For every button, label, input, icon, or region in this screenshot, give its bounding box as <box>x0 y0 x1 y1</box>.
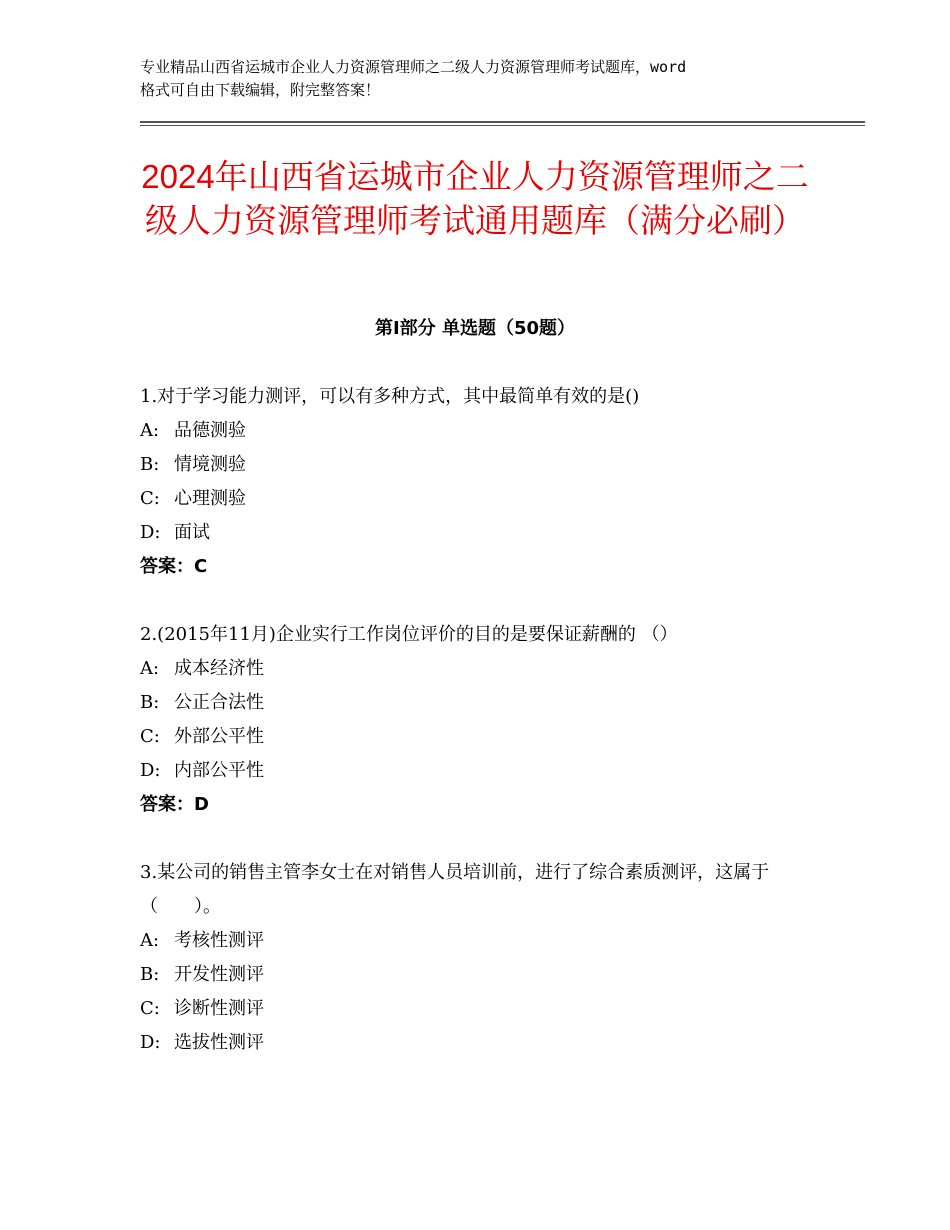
option-text: 内部公平性 <box>174 760 264 781</box>
option-b <box>140 448 830 482</box>
option-c <box>140 992 830 1026</box>
option-text: 开发性测评 <box>174 964 264 985</box>
option-b <box>140 958 830 992</box>
option-d <box>140 516 830 550</box>
option-text: 公正合法性 <box>174 692 264 713</box>
option-letter: A: <box>140 420 160 441</box>
answer: 答案：D <box>140 794 209 815</box>
option-text: 面试 <box>174 522 210 543</box>
option-text: 心理测验 <box>174 488 246 509</box>
question-3 <box>140 856 830 1060</box>
option-text: 品德测验 <box>174 420 246 441</box>
option-letter: A: <box>140 658 160 679</box>
option-d <box>140 1026 830 1060</box>
option-c <box>140 482 830 516</box>
option-a <box>140 652 830 686</box>
header-note <box>140 56 830 102</box>
option-letter: D: <box>140 760 161 781</box>
answer: 答案：C <box>140 556 208 577</box>
document-title: 2024年山西省运城市企业人力资源管理师之二级人力资源管理师考试通用题库（满分必刷） <box>141 158 809 239</box>
option-text: 考核性测评 <box>174 930 264 951</box>
question-1 <box>140 380 830 584</box>
option-letter: B: <box>140 692 160 713</box>
option-b <box>140 686 830 720</box>
question-2 <box>140 618 830 822</box>
option-a <box>140 414 830 448</box>
option-d <box>140 754 830 788</box>
option-letter: C: <box>140 488 160 509</box>
option-letter: D: <box>140 1032 161 1053</box>
header-note-line-2: 格式可自由下载编辑，附完整答案！ <box>140 81 381 99</box>
option-text: 外部公平性 <box>174 726 264 747</box>
header-note-line-1: 专业精品山西省运城市企业人力资源管理师之二级人力资源管理师考试题库，word <box>140 58 687 76</box>
header-divider-thick <box>140 121 865 123</box>
option-a <box>140 924 830 958</box>
option-letter: A: <box>140 930 160 951</box>
section-title: 第Ⅰ部分 单选题（50题） <box>374 318 575 339</box>
option-letter: B: <box>140 454 160 475</box>
option-text: 情境测验 <box>174 454 246 475</box>
option-letter: C: <box>140 998 160 1019</box>
option-text: 成本经济性 <box>174 658 264 679</box>
question-stem: 2.(2015年11月)企业实行工作岗位评价的目的是要保证薪酬的 （） <box>140 624 678 645</box>
option-letter: B: <box>140 964 160 985</box>
option-c <box>140 720 830 754</box>
option-text: 选拔性测评 <box>174 1032 264 1053</box>
header-divider-thin <box>140 125 865 126</box>
option-letter: D: <box>140 522 161 543</box>
option-letter: C: <box>140 726 160 747</box>
question-stem: 1.对于学习能力测评，可以有多种方式，其中最简单有效的是() <box>140 386 640 407</box>
question-stem: 3.某公司的销售主管李女士在对销售人员培训前，进行了综合素质测评，这属于（ ）。 <box>140 862 770 917</box>
question-list <box>140 380 830 1094</box>
option-text: 诊断性测评 <box>174 998 264 1019</box>
